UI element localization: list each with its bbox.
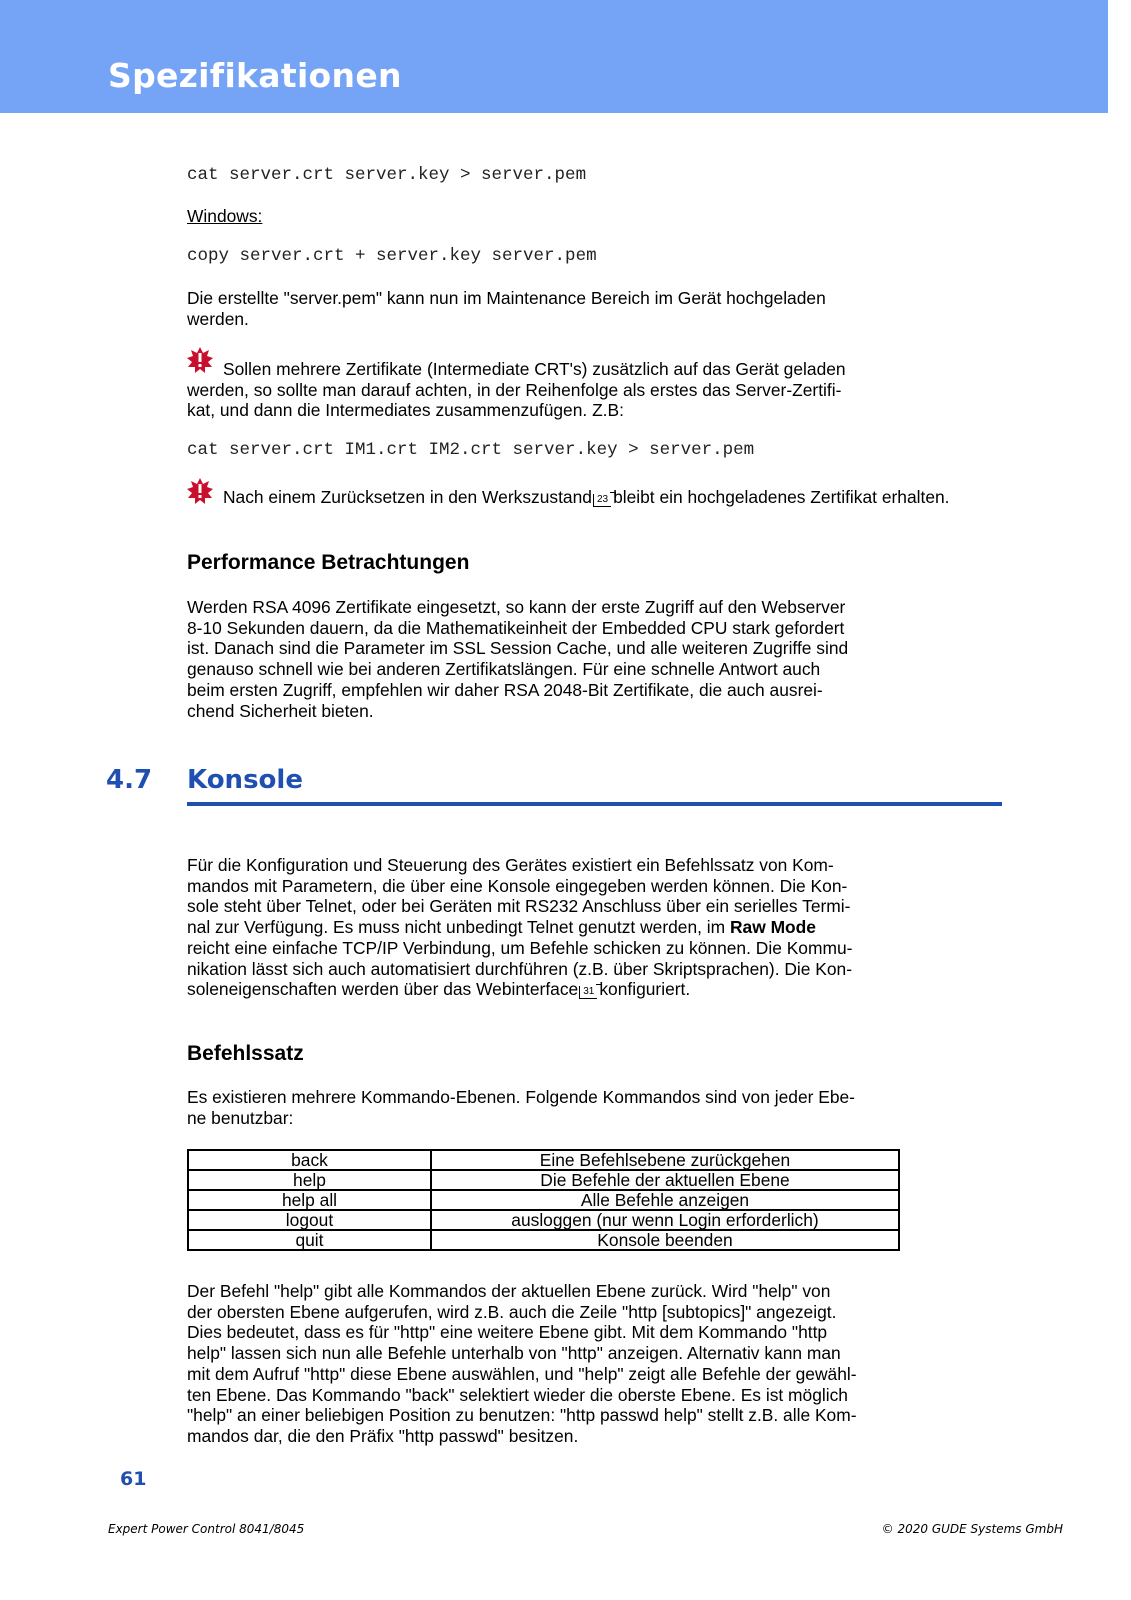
code-cat: cat server.crt server.key > server.pem	[187, 165, 587, 185]
text: konfiguriert.	[599, 979, 691, 1000]
heading-befehlssatz: Befehlssatz	[187, 1042, 304, 1065]
paragraph-befehlssatz-intro	[187, 1087, 855, 1128]
code-cat-intermediates: cat server.crt IM1.crt IM2.crt server.key > server.pem	[187, 440, 755, 460]
command-cell: logout	[188, 1210, 431, 1230]
section-title: Konsole	[187, 765, 303, 795]
text-line: "help" an einer beliebigen Position zu benutzen: "http passwd help" stellt z.B. alle Kom-	[187, 1405, 857, 1426]
note-multiple-certificates	[187, 359, 846, 421]
command-cell: help	[188, 1170, 431, 1190]
warning-burst-icon	[187, 478, 213, 504]
text-line: help" lassen sich nun alle Befehle unterhalb von "http" anzeigen. Alternativ kann man	[187, 1343, 841, 1364]
text-line: mandos mit Parametern, die über eine Konsole eingegeben werden können. Die Kon-	[187, 875, 848, 896]
description-cell: Die Befehle der aktuellen Ebene	[431, 1170, 899, 1190]
footer-product: Expert Power Control 8041/8045	[108, 1522, 305, 1536]
table-row	[188, 1190, 899, 1210]
text-line: Es existieren mehrere Kommando-Ebenen. Folgende Kommandos sind von jeder Ebe-	[187, 1087, 855, 1107]
section-number: 4.7	[106, 765, 153, 795]
text-line: 8-10 Sekunden dauern, da die Mathematikeinheit der Embedded CPU stark gefordert	[187, 617, 845, 638]
description-cell: Eine Befehlsebene zurückgehen	[431, 1150, 899, 1170]
description-cell: Alle Befehle anzeigen	[431, 1190, 899, 1210]
footer-copyright: © 2020 GUDE Systems GmbH	[881, 1522, 1063, 1536]
text-line: ist. Danach sind die Parameter im SSL Session Cache, und alle weiteren Zugriffe sind	[187, 638, 849, 659]
text-line	[187, 979, 852, 1000]
text-line: der obersten Ebene aufgerufen, wird z.B. auch die Zeile "http [subtopics]" angezeigt.	[187, 1301, 837, 1322]
text-line	[187, 917, 852, 938]
text: nal zur Verfügung. Es muss nicht unbedingt Telnet genutzt werden, im	[187, 917, 730, 938]
text-line: ne benutzbar:	[187, 1107, 294, 1128]
text-line: Für die Konfiguration und Steuerung des Gerätes existiert ein Befehlssatz von Kom-	[187, 855, 834, 875]
paragraph-help-explanation	[187, 1281, 857, 1447]
text-line: Sollen mehrere Zertifikate (Intermediate CRT's) zusätzlich auf das Gerät geladen	[223, 359, 846, 379]
text-line: mandos dar, die den Präfix "http passwd" besitzen.	[187, 1425, 579, 1446]
windows-label: Windows:	[187, 206, 263, 226]
text-line: beim ersten Zugriff, empfehlen wir daher RSA 2048-Bit Zertifikate, die auch ausrei-	[187, 679, 823, 700]
text: Nach einem Zurücksetzen in den Werkszustand	[223, 487, 592, 507]
text-line: nikation lässt sich auch automatisiert durchführen (z.B. über Skriptsprachen). Die Kon-	[187, 958, 853, 979]
text-line: Dies bedeutet, dass es für "http" eine weitere Ebene gibt. Mit dem Kommando "http	[187, 1322, 828, 1343]
text-line: reicht eine einfache TCP/IP Verbindung, um Befehle schicken zu können. Die Kommu-	[187, 937, 853, 958]
table-row	[188, 1210, 899, 1230]
text-line: chend Sicherheit bieten.	[187, 700, 374, 721]
table-row	[188, 1230, 899, 1250]
paragraph-server-pem	[187, 288, 826, 329]
section-rule	[187, 802, 1002, 806]
text-line: mit dem Aufruf "http" diese Ebene auswählen, und "help" zeigt alle Befehle der gewähl-	[187, 1363, 857, 1384]
description-cell: Konsole beenden	[431, 1230, 899, 1250]
text-line: kat, und dann die Intermediates zusammenzufügen. Z.B:	[187, 400, 624, 421]
text-line: werden.	[187, 308, 249, 329]
page-reference-link[interactable]: 23	[593, 494, 611, 507]
header-title: Spezifikationen	[108, 56, 402, 95]
text-line: Werden RSA 4096 Zertifikate eingesetzt, so kann der erste Zugriff auf den Webserver	[187, 597, 846, 617]
text-line: sole steht über Telnet, oder bei Geräten mit RS232 Anschluss über ein serielles Termi-	[187, 896, 851, 917]
table-row	[188, 1150, 899, 1170]
table-row	[188, 1170, 899, 1190]
page-number: 61	[120, 1468, 147, 1490]
text-line: Die erstellte "server.pem" kann nun im Maintenance Bereich im Gerät hochgeladen	[187, 288, 826, 308]
description-cell: ausloggen (nur wenn Login erforderlich)	[431, 1210, 899, 1230]
text: soleneigenschaften werden über das Webinterface	[187, 979, 579, 1000]
bold-term: Raw Mode	[729, 917, 816, 938]
text-line: genauso schnell wie bei anderen Zertifikatslängen. Für eine schnelle Antwort auch	[187, 659, 821, 680]
command-cell: back	[188, 1150, 431, 1170]
code-copy: copy server.crt + server.key server.pem	[187, 246, 597, 266]
heading-performance: Performance Betrachtungen	[187, 551, 470, 574]
text-line: Der Befehl "help" gibt alle Kommandos der aktuellen Ebene zurück. Wird "help" von	[187, 1281, 831, 1301]
text-line: ten Ebene. Das Kommando "back" selektiert wieder die oberste Ebene. Es ist möglich	[187, 1384, 848, 1405]
page-header	[0, 0, 1108, 113]
paragraph-performance	[187, 597, 848, 721]
text-line: werden, so sollte man darauf achten, in der Reihenfolge als erstes das Server-Zertifi-	[187, 379, 842, 400]
text: bleibt ein hochgeladenes Zertifikat erhalten.	[613, 487, 950, 507]
command-cell: help all	[188, 1190, 431, 1210]
command-table	[187, 1149, 900, 1251]
paragraph-konsole	[187, 855, 852, 1000]
page-reference-link[interactable]: 31	[579, 986, 597, 999]
command-cell: quit	[188, 1230, 431, 1250]
note-factory-reset	[223, 487, 950, 508]
